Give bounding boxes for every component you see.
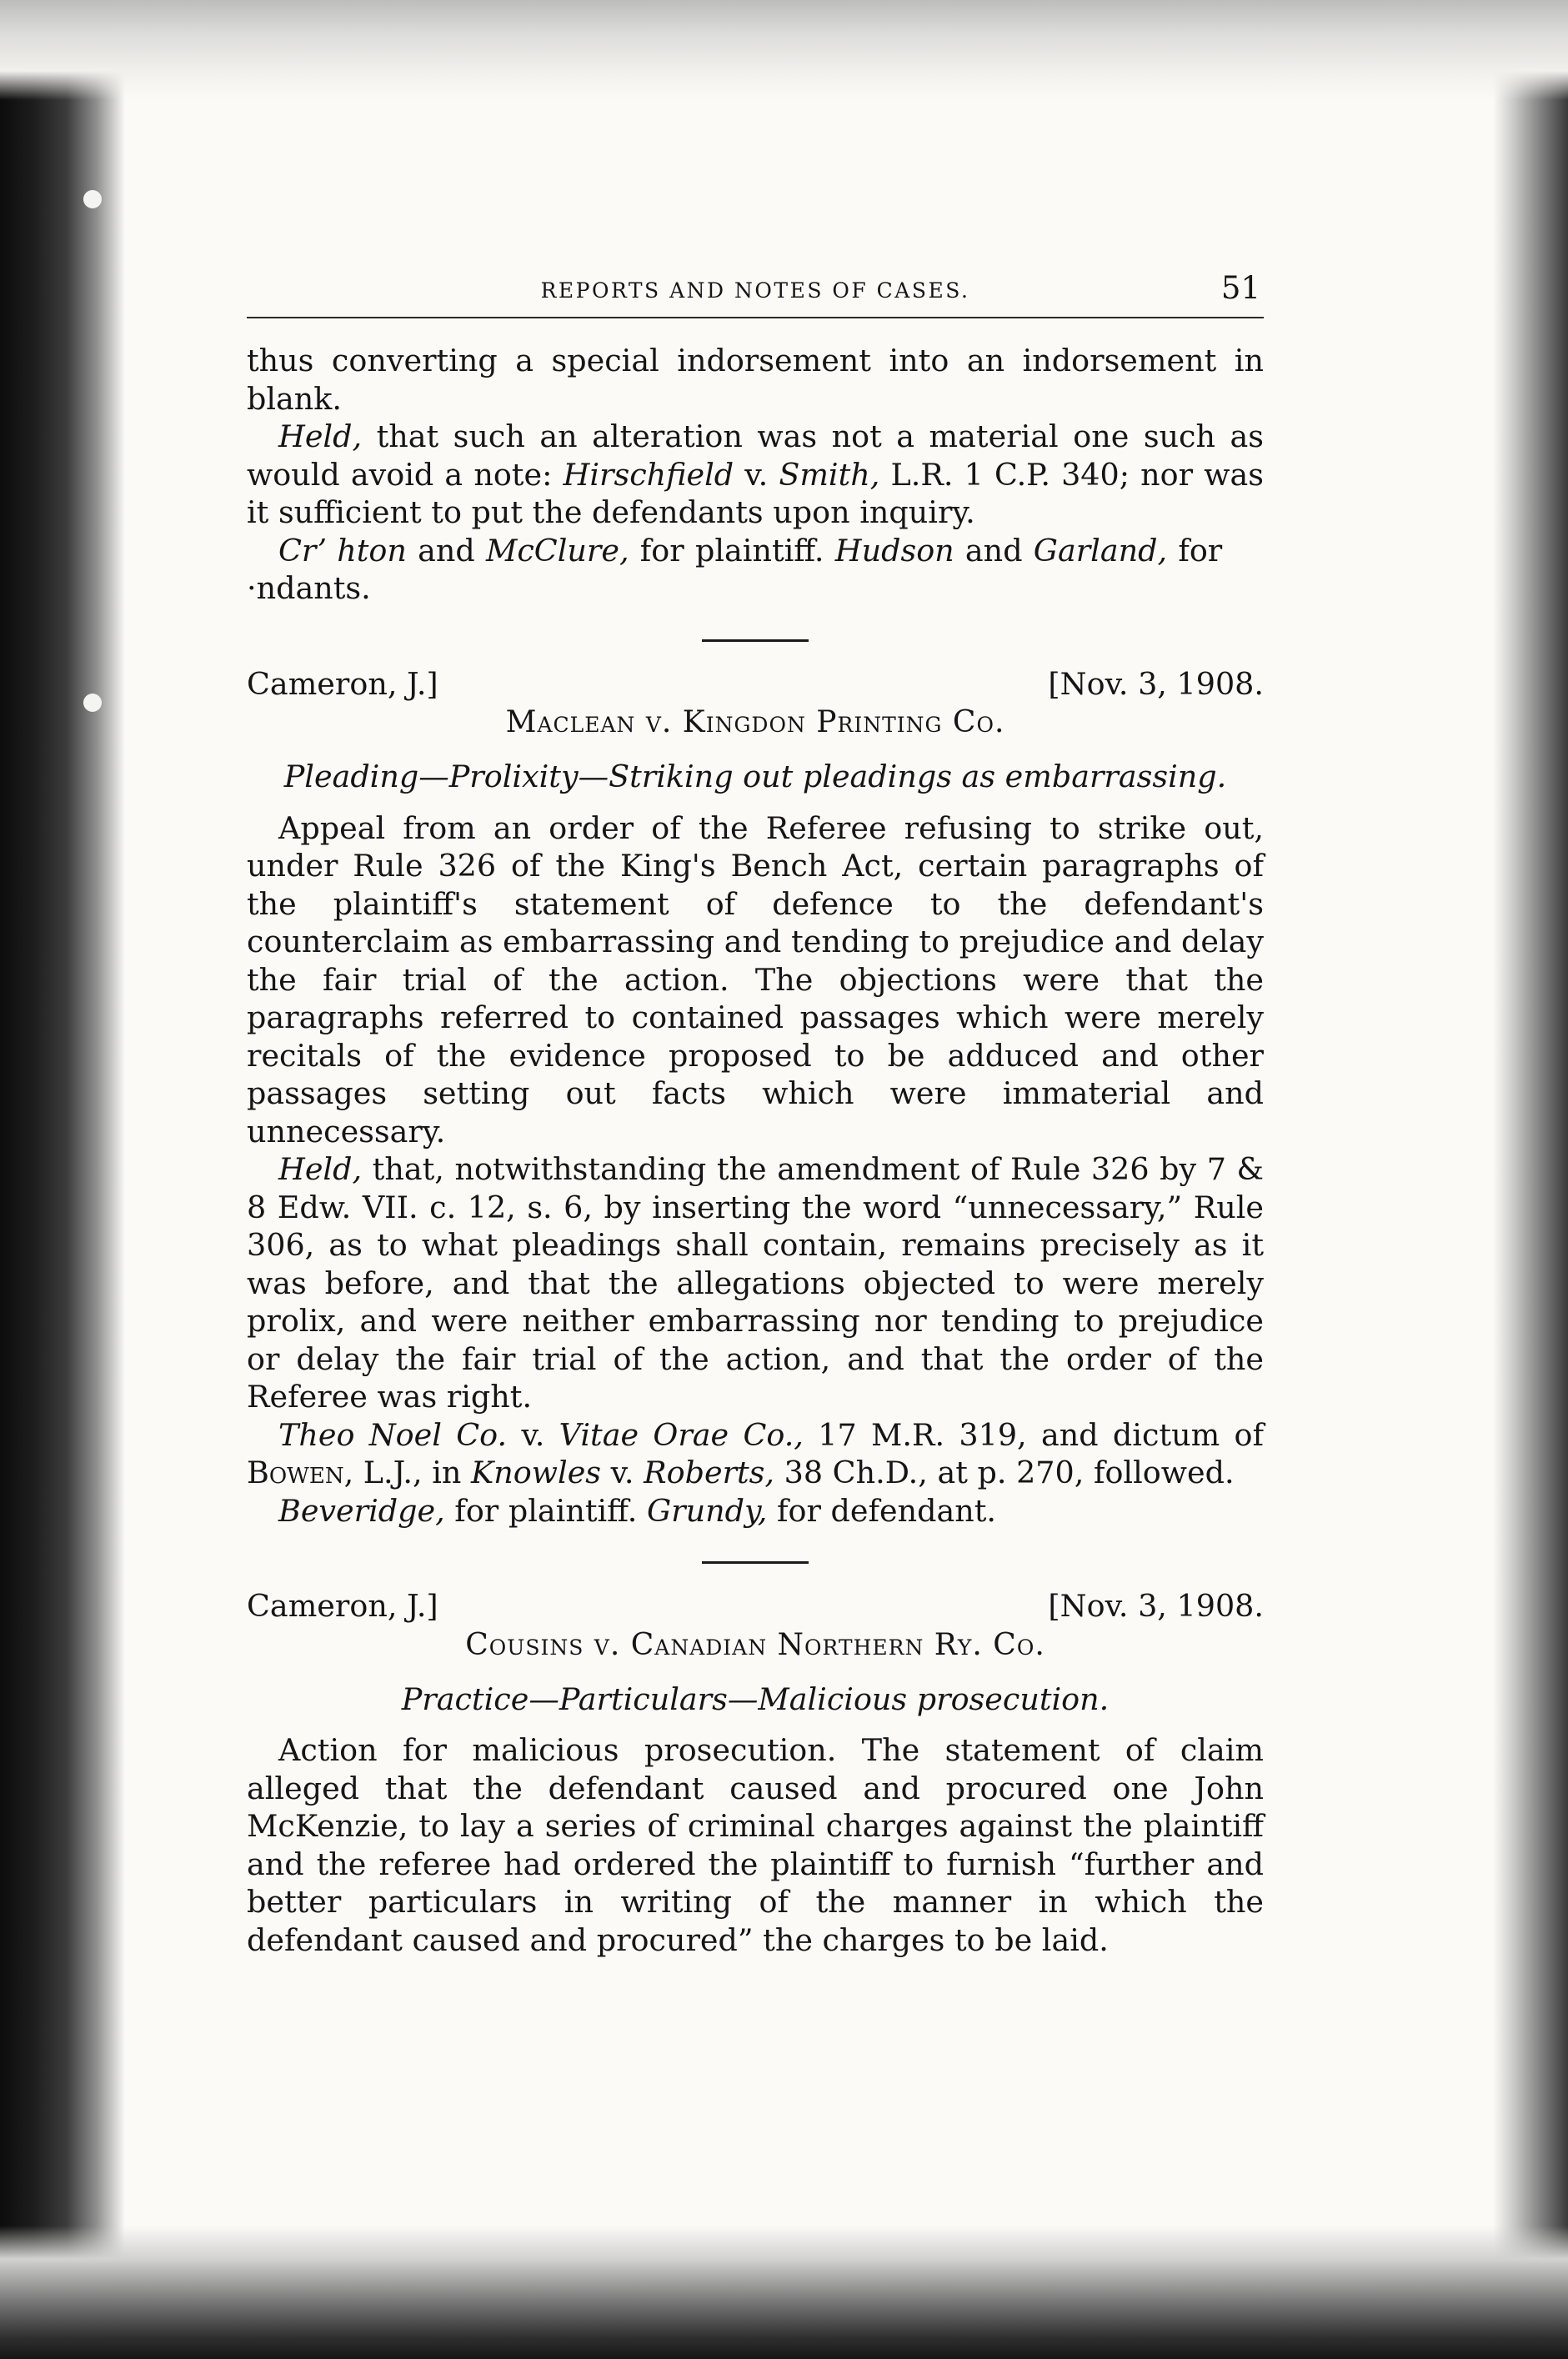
scan-right-border <box>1493 0 1568 2359</box>
case-name: Hirschfield <box>563 456 734 493</box>
case-name: Knowles <box>471 1455 602 1490</box>
case1-date: [Nov. 3, 1908. <box>1048 665 1264 702</box>
case-name: Theo Noel Co. <box>278 1416 508 1453</box>
page-number: 51 <box>1220 270 1260 306</box>
case2-judge: Cameron, J.] <box>247 1588 438 1624</box>
body-text <box>247 342 1264 1959</box>
counsel-name: Hudson <box>834 532 954 568</box>
case1-title: Maclean v. Kingdon Printing Co. <box>505 705 1005 739</box>
page-content <box>247 250 1264 1959</box>
judge-name: Bowen <box>247 1455 344 1490</box>
case2-title: Cousins v. Canadian Northern Ry. Co. <box>465 1627 1045 1662</box>
binding-hole <box>83 190 102 208</box>
running-head-title: REPORTS AND NOTES OF CASES. <box>540 278 970 303</box>
scan-left-border <box>0 0 125 2359</box>
case-name: Vitae Orae Co., <box>559 1416 804 1453</box>
scan-bottom-border <box>0 2226 1568 2359</box>
case1-judge-line <box>247 665 1264 704</box>
counsel-name: Garland, <box>1033 532 1168 568</box>
binding-hole <box>83 694 102 712</box>
case2-judge-line <box>247 1587 1264 1625</box>
case2-facts-paragraph: Action for malicious prosecution. The statement of claim alleged that the defendant caused and procured one John McKenzie, to lay a series of criminal charges against the plaintiff and the referee had ordered the plaintiff to furnish “further and better particulars in writing of the manner in which the defendant caused and procured” the charges to be laid. <box>247 1732 1264 1958</box>
counsel-name: Grundy, <box>647 1492 768 1529</box>
case1-citation-paragraph: Theo Noel Co. v. Vitae Orae Co., 17 M.R. 319, and dictum of Bowen, L.J., in Knowles v. Roberts, 38 Ch.D., at p. 270, followed. <box>247 1416 1264 1490</box>
case1-facts-paragraph: Appeal from an order of the Referee refusing to strike out, under Rule 326 of the King's Bench Act, certain paragraphs of the plaintiff's statement of defence to the defendant's counterclaim as embarrassing and tending to prejudice and delay the fair trial of the action. The objections were that the paragraphs referred to contained passages which were merely recitals of the evidence proposed to be adduced and other passages setting out facts which were immaterial and unnecessary. <box>247 809 1264 1149</box>
section-divider <box>702 1561 809 1564</box>
case-name: Smith, <box>779 456 880 493</box>
case-name: Roberts, <box>644 1455 775 1490</box>
counsel-name: Beveridge, <box>278 1492 445 1529</box>
carryover-held-paragraph: Held, that such an alteration was not a material one such as would avoid a note: Hirschfield v. Smith, L.R. 1 C.P. 340; nor was it sufficient to put the defendants upon inquiry. <box>247 418 1264 530</box>
counsel-name: Crʼ hton <box>278 532 407 568</box>
held-label: Held, <box>278 1151 363 1187</box>
running-head <box>247 250 1264 318</box>
case1-judge: Cameron, J.] <box>247 665 438 702</box>
case1-headnote: Pleading—Prolixity—Striking out pleadings as embarrassing. <box>283 759 1227 794</box>
scan-top-border <box>0 0 1568 100</box>
case1-counsel-line: Beveridge, for plaintiff. Grundy, for defendant. <box>278 1492 996 1529</box>
counsel-name: McClure, <box>485 532 629 568</box>
held-label: Held, <box>278 418 363 454</box>
carryover-counsel-line: Crʼ hton and McClure, for plaintiff. Hudson and Garland, for ·ndants. <box>247 532 1264 606</box>
case2-date: [Nov. 3, 1908. <box>1048 1588 1264 1624</box>
carryover-paragraph: thus converting a special indorsement into an indorsement in blank. <box>247 343 1264 417</box>
section-divider <box>702 639 809 642</box>
case1-held-paragraph: Held, that, notwithstanding the amendment of Rule 326 by 7 & 8 Edw. VII. c. 12, s. 6, by inserting the word “unnecessary,” Rule 306, as to what pleadings shall contain, remains precisely as it was before, and that the allegations objected to were merely prolix, and were neither embarrassing nor tending to prejudice or delay the fair trial of the action, and that the order of the Referee was right. <box>247 1151 1264 1415</box>
case2-headnote: Practice—Particulars—Malicious prosecution. <box>401 1680 1110 1717</box>
